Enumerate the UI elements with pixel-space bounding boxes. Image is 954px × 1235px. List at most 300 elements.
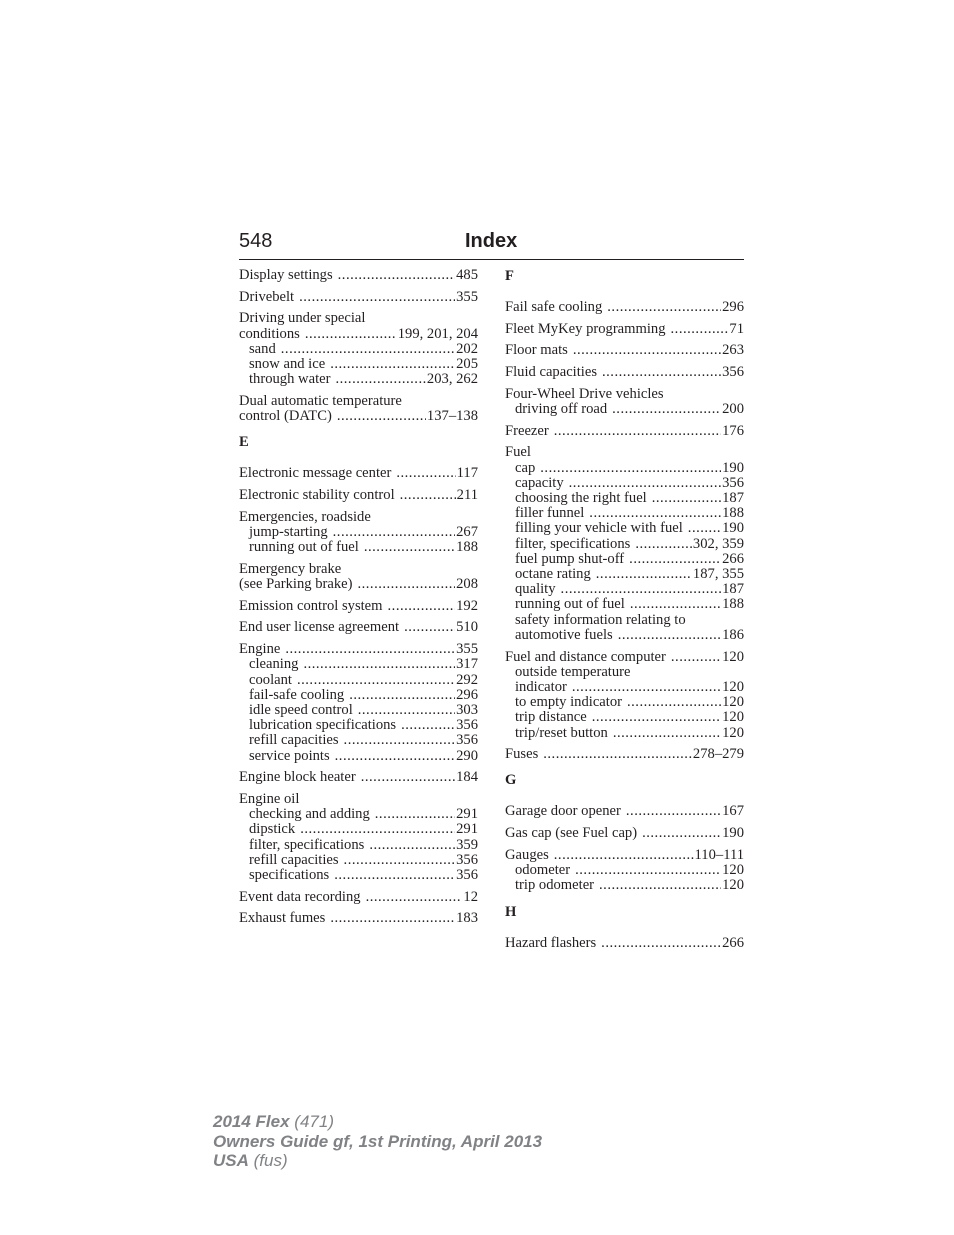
index-subentry <box>505 567 744 582</box>
index-term: Fuel and distance computer <box>505 648 666 665</box>
index-subentry <box>239 673 478 688</box>
index-subentry <box>505 402 744 417</box>
index-entry <box>239 890 478 905</box>
index-page-ref: 110–111 <box>694 846 744 863</box>
footer-model-code: (471) <box>294 1112 334 1131</box>
dot-leader <box>626 804 721 819</box>
index-entry-line <box>505 387 744 402</box>
index-entry-line <box>505 424 744 439</box>
dot-leader <box>540 461 721 476</box>
index-page-ref: 117 <box>456 465 478 482</box>
index-page-ref: 356 <box>722 474 744 491</box>
index-term: Engine <box>239 641 281 658</box>
index-subentry <box>505 726 744 741</box>
index-entry-line <box>239 770 478 785</box>
index-page-ref: 208 <box>456 576 478 593</box>
index-page-ref: 120 <box>722 678 744 695</box>
index-subentry <box>239 525 478 540</box>
index-page-ref: 356 <box>456 851 478 868</box>
index-page-ref: 186 <box>722 626 744 643</box>
index-term: coolant <box>249 671 292 688</box>
index-page-ref: 290 <box>456 747 478 764</box>
index-subentry <box>239 733 478 748</box>
index-subentry <box>239 703 478 718</box>
page-title: Index <box>465 230 518 252</box>
index-term: Driving under special <box>239 310 366 327</box>
index-page-ref: 190 <box>722 825 744 842</box>
dot-leader <box>300 822 455 837</box>
dot-leader <box>299 290 455 305</box>
index-entry <box>239 792 478 883</box>
index-term: Fluid capacities <box>505 364 597 381</box>
index-page-ref: 202 <box>456 340 478 357</box>
dot-leader <box>335 372 425 387</box>
dot-leader <box>602 365 721 380</box>
dot-leader <box>358 703 455 718</box>
dot-leader <box>335 749 455 764</box>
index-entry-line <box>239 562 478 577</box>
index-term: Electronic stability control <box>239 487 395 504</box>
dot-leader <box>554 424 721 439</box>
index-term: Engine oil <box>239 790 300 807</box>
dot-leader <box>569 476 721 491</box>
dot-leader <box>671 650 721 665</box>
index-column-right <box>505 268 744 957</box>
dot-leader <box>554 848 694 863</box>
index-entry-line <box>505 322 744 337</box>
dot-leader <box>589 506 721 521</box>
index-term: indicator <box>515 678 567 695</box>
index-entry-line <box>239 911 478 926</box>
index-page-ref: 302, 359 <box>692 535 744 552</box>
index-term: control (DATC) <box>239 408 332 425</box>
index-subentry <box>505 628 744 643</box>
dot-leader <box>330 357 455 372</box>
index-subentry <box>239 357 478 372</box>
index-subentry <box>239 822 478 837</box>
index-page-ref: 190 <box>722 520 744 537</box>
index-entry <box>239 290 478 305</box>
index-term: jump-starting <box>249 523 328 540</box>
dot-leader <box>338 268 455 283</box>
footer-market-code: (fus) <box>253 1151 288 1170</box>
dot-leader <box>337 409 426 424</box>
index-subentry <box>505 476 744 491</box>
page-footer <box>213 1112 542 1171</box>
index-term: automotive fuels <box>515 626 613 643</box>
index-page-ref: 184 <box>456 769 478 786</box>
index-subentry <box>239 342 478 357</box>
footer-guide: Owners Guide gf, 1st Printing, April 2013 <box>213 1131 543 1151</box>
index-term: Emission control system <box>239 597 383 614</box>
index-subentry <box>239 807 478 822</box>
dot-leader <box>572 680 721 695</box>
index-entry <box>239 911 478 926</box>
index-page-ref: 120 <box>722 724 744 741</box>
index-entry-line <box>239 599 478 614</box>
index-page-ref: 292 <box>456 671 478 688</box>
index-page-ref: 71 <box>729 320 744 337</box>
dot-leader <box>575 863 721 878</box>
index-term: Hazard flashers <box>505 934 597 951</box>
index-subentry <box>505 491 744 506</box>
index-page-ref: 187 <box>722 490 744 507</box>
index-term: running out of fuel <box>249 539 359 556</box>
index-page-ref: 485 <box>456 267 478 283</box>
index-entry <box>239 770 478 785</box>
dot-leader <box>688 521 721 536</box>
dot-leader <box>333 525 455 540</box>
dot-leader <box>613 726 721 741</box>
index-page-ref: 211 <box>456 487 478 504</box>
index-entry <box>505 804 744 819</box>
footer-model-line <box>213 1112 542 1132</box>
index-page-ref: 176 <box>722 422 744 439</box>
index-entry-line <box>505 365 744 380</box>
index-entry-line <box>239 642 478 657</box>
index-page-ref: 303 <box>456 701 478 718</box>
index-term: checking and adding <box>249 806 370 823</box>
index-term: Exhaust fumes <box>239 910 326 927</box>
index-entry <box>239 311 478 387</box>
dot-leader <box>401 718 455 733</box>
dot-leader <box>396 466 455 481</box>
index-term: Four-Wheel Drive vehicles <box>505 385 664 402</box>
dot-leader <box>642 826 721 841</box>
index-subentry <box>239 688 478 703</box>
index-entry <box>239 562 478 592</box>
index-entry <box>505 445 744 643</box>
index-page-ref: 120 <box>722 877 744 894</box>
index-page-ref: 183 <box>456 910 478 927</box>
index-subentry <box>505 695 744 710</box>
dot-leader <box>630 597 721 612</box>
index-entry-line <box>505 804 744 819</box>
dot-leader <box>364 540 455 555</box>
index-page-ref: 267 <box>456 523 478 540</box>
footer-model: 2014 Flex <box>213 1112 290 1131</box>
index-page-ref: 291 <box>456 806 478 823</box>
index-term: Gas cap (see Fuel cap) <box>505 825 638 842</box>
index-entry-line <box>239 409 478 424</box>
dot-leader <box>561 582 722 597</box>
index-term: lubrication specifications <box>249 717 397 734</box>
index-term: odometer <box>515 862 571 879</box>
index-subentry <box>239 657 478 672</box>
index-page-ref: 188 <box>456 539 478 556</box>
index-term: through water <box>249 371 331 388</box>
index-page-ref: 205 <box>456 356 478 373</box>
dot-leader <box>303 657 455 672</box>
index-entry <box>239 268 478 283</box>
dot-leader <box>607 300 721 315</box>
index-entry <box>505 365 744 380</box>
index-subentry <box>505 537 744 552</box>
index-term: trip distance <box>515 709 587 726</box>
dot-leader <box>330 911 455 926</box>
index-page-ref: 190 <box>722 459 744 476</box>
index-page-ref: 192 <box>456 597 478 614</box>
index-entry-line <box>239 620 478 635</box>
index-entry <box>239 642 478 764</box>
index-page-ref: 167 <box>722 803 744 820</box>
index-section-letter: H <box>505 903 517 920</box>
index-page-ref: 356 <box>456 867 478 883</box>
index-entry <box>505 848 744 894</box>
index-entry <box>505 300 744 315</box>
index-entry-line <box>505 826 744 841</box>
index-entry-line <box>239 577 478 592</box>
index-entry <box>239 510 478 556</box>
index-term: trip odometer <box>515 877 595 894</box>
index-subentry <box>239 853 478 868</box>
index-subentry <box>505 597 744 612</box>
dot-leader <box>366 890 463 905</box>
index-term: choosing the right fuel <box>515 490 647 507</box>
index-entry-line <box>505 848 744 863</box>
index-subentry <box>239 749 478 764</box>
index-term: Event data recording <box>239 888 361 905</box>
index-term: cap <box>515 459 536 476</box>
index-entry <box>505 343 744 358</box>
index-entry-line <box>239 268 478 283</box>
index-term: Fleet MyKey programming <box>505 320 666 337</box>
dot-leader <box>334 868 455 883</box>
index-page-ref: 199, 201, 204 <box>397 325 478 342</box>
index-subentry <box>505 521 744 536</box>
dot-leader <box>375 807 455 822</box>
index-entry-line <box>239 311 478 326</box>
index-entry-line <box>239 510 478 525</box>
index-page-ref: 120 <box>722 862 744 879</box>
dot-leader <box>612 402 721 417</box>
index-term: service points <box>249 747 330 764</box>
index-term: running out of fuel <box>515 596 625 613</box>
index-page-ref: 188 <box>722 596 744 613</box>
index-term: Electronic message center <box>239 465 392 482</box>
index-entry-line <box>239 327 478 342</box>
index-subentry <box>505 863 744 878</box>
index-term: filter, specifications <box>249 836 365 853</box>
index-term: capacity <box>515 474 564 491</box>
index-term: Engine block heater <box>239 769 356 786</box>
index-page-ref: 188 <box>722 505 744 522</box>
index-term: refill capacities <box>249 732 339 749</box>
index-subentry <box>505 552 744 567</box>
index-term: Dual automatic temperature <box>239 392 402 409</box>
dot-leader <box>388 599 456 614</box>
index-entry-line <box>505 650 744 665</box>
dot-leader <box>627 695 721 710</box>
dot-leader <box>618 628 721 643</box>
index-page-ref: 203, 262 <box>426 371 478 388</box>
dot-leader <box>305 327 397 342</box>
dot-leader <box>629 552 721 567</box>
index-page-ref: 263 <box>722 342 744 359</box>
dot-leader <box>369 838 455 853</box>
dot-leader <box>281 342 455 357</box>
index-page-ref: 266 <box>722 934 744 951</box>
index-subentry <box>505 582 744 597</box>
index-entry-line <box>505 343 744 358</box>
index-page-ref: 296 <box>722 299 744 315</box>
index-page-ref: 359 <box>456 836 478 853</box>
index-subentry <box>505 680 744 695</box>
index-subentry <box>505 613 744 628</box>
dot-leader <box>357 577 455 592</box>
index-term: sand <box>249 340 276 357</box>
index-term: filter, specifications <box>515 535 631 552</box>
dot-leader <box>599 878 721 893</box>
index-page-ref: 137–138 <box>426 408 478 425</box>
index-page-ref: 356 <box>456 732 478 749</box>
dot-leader <box>671 322 729 337</box>
dot-leader <box>349 688 455 703</box>
index-term: Display settings <box>239 267 333 283</box>
index-entry <box>239 394 478 424</box>
index-subentry <box>505 665 744 680</box>
index-entry-line <box>239 466 478 481</box>
index-subentry <box>239 838 478 853</box>
index-subentry <box>239 540 478 555</box>
index-section-letter: G <box>505 772 517 789</box>
index-subentry <box>239 868 478 883</box>
dot-leader <box>344 733 456 748</box>
index-page-ref: 120 <box>722 694 744 711</box>
index-subentry <box>505 506 744 521</box>
index-term: Floor mats <box>505 342 568 359</box>
dot-leader <box>543 747 692 762</box>
index-entry <box>505 322 744 337</box>
dot-leader <box>344 853 456 868</box>
index-section-letter: E <box>239 434 249 451</box>
index-term: refill capacities <box>249 851 339 868</box>
index-entry-line <box>239 290 478 305</box>
index-page-ref: 200 <box>722 401 744 418</box>
index-term: conditions <box>239 325 300 342</box>
index-term: quality <box>515 581 556 598</box>
footer-market-line <box>213 1151 542 1171</box>
index-page-ref: 187, 355 <box>692 566 744 583</box>
index-page-ref: 120 <box>722 648 744 665</box>
index-term: dipstick <box>249 821 296 838</box>
dot-leader <box>361 770 455 785</box>
index-entry <box>505 826 744 841</box>
index-term: Fuel <box>505 444 531 461</box>
index-term: driving off road <box>515 401 608 418</box>
index-term: Fuses <box>505 746 539 763</box>
index-subentry <box>239 718 478 733</box>
footer-guide-line <box>213 1132 542 1152</box>
index-term: trip/reset button <box>515 724 608 741</box>
index-entry-line <box>239 792 478 807</box>
index-term: snow and ice <box>249 356 326 373</box>
index-page-ref: 296 <box>456 686 478 703</box>
index-term: specifications <box>249 867 330 883</box>
index-term: octane rating <box>515 566 591 583</box>
index-term: (see Parking brake) <box>239 576 353 593</box>
index-entry-line <box>239 890 478 905</box>
index-term: idle speed control <box>249 701 353 718</box>
index-term: filling your vehicle with fuel <box>515 520 683 537</box>
index-term: cleaning <box>249 656 299 673</box>
index-entry-line <box>505 747 744 762</box>
index-entry <box>505 747 744 762</box>
dot-leader <box>601 936 721 951</box>
index-term: safety information relating to <box>515 611 686 628</box>
index-page-ref: 317 <box>456 656 478 673</box>
index-subentry <box>505 710 744 725</box>
index-page-ref: 356 <box>722 364 744 381</box>
page-header <box>239 229 744 260</box>
dot-leader <box>297 673 455 688</box>
index-term: outside temperature <box>515 663 631 680</box>
index-entry-line <box>505 936 744 951</box>
dot-leader <box>596 567 692 582</box>
index-entry <box>505 936 744 951</box>
index-term: Emergency brake <box>239 560 342 577</box>
dot-leader <box>635 537 692 552</box>
index-page-ref: 278–279 <box>692 746 744 763</box>
index-entry-line <box>505 445 744 460</box>
index-term: Fail safe cooling <box>505 299 603 315</box>
index-entry-line <box>239 488 478 503</box>
index-subentry <box>505 461 744 476</box>
index-term: filler funnel <box>515 505 585 522</box>
index-entry-line <box>505 300 744 315</box>
index-page-ref: 120 <box>722 709 744 726</box>
index-entry <box>505 424 744 439</box>
index-page-ref: 187 <box>722 581 744 598</box>
dot-leader <box>285 642 455 657</box>
index-subentry <box>239 372 478 387</box>
index-page-ref: 355 <box>456 288 478 305</box>
index-page-ref: 356 <box>456 717 478 734</box>
index-entry <box>239 488 478 503</box>
index-entry <box>239 599 478 614</box>
page-number: 548 <box>239 230 273 252</box>
index-term: fail-safe cooling <box>249 686 345 703</box>
index-page-ref: 510 <box>456 619 478 636</box>
index-term: to empty indicator <box>515 694 622 711</box>
index-page-ref: 355 <box>456 641 478 658</box>
dot-leader <box>573 343 721 358</box>
index-section-letter: F <box>505 268 514 284</box>
footer-market: USA <box>213 1151 249 1170</box>
index-entry <box>505 650 744 741</box>
index-entry-line <box>239 394 478 409</box>
index-term: Emergencies, roadside <box>239 508 371 525</box>
index-entry <box>505 387 744 417</box>
index-entry <box>239 620 478 635</box>
dot-leader <box>404 620 455 635</box>
dot-leader <box>592 710 721 725</box>
index-page-ref: 12 <box>463 888 478 905</box>
index-term: Drivebelt <box>239 288 295 305</box>
index-term: End user license agreement <box>239 619 400 636</box>
index-page-ref: 266 <box>722 550 744 567</box>
index-term: Gauges <box>505 846 549 863</box>
index-subentry <box>505 878 744 893</box>
index-term: Garage door opener <box>505 803 621 820</box>
dot-leader <box>400 488 456 503</box>
index-column-left <box>239 268 478 933</box>
index-entry <box>239 466 478 481</box>
index-page-ref: 291 <box>456 821 478 838</box>
dot-leader <box>652 491 721 506</box>
index-term: Freezer <box>505 422 549 439</box>
index-term: fuel pump shut-off <box>515 550 625 567</box>
